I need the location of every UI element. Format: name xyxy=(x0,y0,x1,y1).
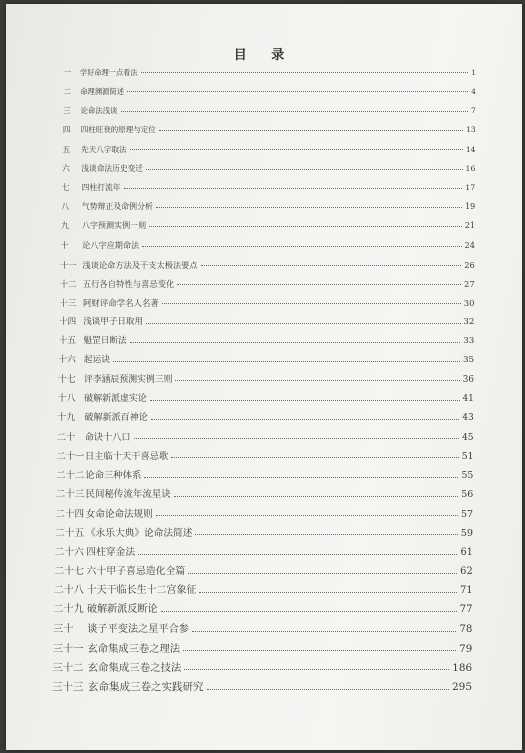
toc-entry-number: 二十三 xyxy=(55,489,85,501)
toc-entry-title: 评李涵辰预测实例三则 xyxy=(84,374,173,385)
toc-entry-number: 八 xyxy=(61,202,70,212)
toc-leader-dots xyxy=(121,111,469,112)
toc-entry-page-number: 295 xyxy=(451,681,472,693)
toc-entry-title: 气势辩正及命例分析 xyxy=(81,202,153,212)
toc-entry[interactable] xyxy=(61,222,475,230)
toc-entry-title: 学好命理一点看法 xyxy=(80,68,138,77)
document-page xyxy=(6,4,522,750)
toc-entry[interactable] xyxy=(60,299,475,307)
toc-entry-number: 二十五 xyxy=(55,527,85,539)
page-title: 目 录 xyxy=(233,48,295,63)
toc-entry-number: 二十九 xyxy=(53,604,84,616)
toc-entry-page-number: 19 xyxy=(465,202,476,212)
toc-entry-title: 玄命集成三卷之技法 xyxy=(87,661,182,674)
toc-entry-number: 二十二 xyxy=(56,470,85,482)
toc-entry-number: 六 xyxy=(62,163,70,173)
toc-entry[interactable] xyxy=(53,625,472,635)
toc-entry-number: 十五 xyxy=(58,336,77,347)
toc-entry-page-number: 26 xyxy=(464,259,475,270)
toc-leader-dots xyxy=(113,361,460,362)
toc-entry[interactable] xyxy=(59,337,475,346)
toc-entry[interactable] xyxy=(63,126,476,134)
toc-entry[interactable] xyxy=(55,548,473,558)
toc-entry-number: 三十二 xyxy=(52,661,84,674)
toc-entry[interactable] xyxy=(64,69,476,76)
toc-entry-page-number: 61 xyxy=(460,546,473,558)
toc-entry-number: 十九 xyxy=(57,412,76,423)
toc-leader-dots xyxy=(183,650,456,651)
toc-entry-title: 阿财评命学名人名著 xyxy=(83,297,159,308)
toc-leader-dots xyxy=(138,554,457,555)
toc-leader-dots xyxy=(142,246,461,247)
toc-entry[interactable] xyxy=(61,203,475,211)
toc-entry-page-number: 79 xyxy=(459,642,473,655)
toc-entry[interactable] xyxy=(57,433,474,442)
toc-entry[interactable] xyxy=(58,395,474,404)
toc-leader-dots xyxy=(201,265,462,266)
toc-entry[interactable] xyxy=(53,644,473,654)
toc-entry-title: 谈子平变法之星平合参 xyxy=(87,623,189,635)
toc-entry-page-number: 32 xyxy=(463,317,475,328)
toc-entry-page-number: 21 xyxy=(464,221,475,231)
toc-entry[interactable] xyxy=(63,107,476,114)
toc-leader-dots xyxy=(141,72,469,73)
toc-entry[interactable] xyxy=(63,146,476,154)
toc-entry-number: 七 xyxy=(61,182,70,192)
toc-entry-title: 破解新派虚实论 xyxy=(84,393,147,404)
toc-entry-page-number: 36 xyxy=(462,374,474,385)
toc-entry[interactable] xyxy=(55,510,473,520)
toc-entry-page-number: 56 xyxy=(461,489,474,501)
toc-leader-dots xyxy=(162,303,461,304)
toc-leader-dots xyxy=(134,438,459,439)
toc-entry-page-number: 30 xyxy=(463,297,475,308)
toc-entry-page-number: 57 xyxy=(460,508,474,520)
toc-leader-dots xyxy=(146,169,463,170)
toc-entry-page-number: 7 xyxy=(471,106,476,116)
toc-entry-page-number: 41 xyxy=(462,393,474,404)
toc-entry-page-number: 24 xyxy=(464,240,475,251)
toc-leader-dots xyxy=(184,669,449,670)
toc-entry-page-number: 43 xyxy=(462,412,474,423)
toc-entry[interactable] xyxy=(58,356,474,365)
toc-entry-page-number: 51 xyxy=(461,451,474,463)
toc-entry[interactable] xyxy=(54,586,473,596)
toc-entry-title: 十天干临长生十二宫象征 xyxy=(86,585,197,597)
toc-entry-page-number: 27 xyxy=(464,278,475,289)
toc-entry-number: 三十 xyxy=(53,623,74,635)
toc-leader-dots xyxy=(146,323,461,324)
toc-entry[interactable] xyxy=(64,88,476,95)
toc-leader-dots xyxy=(159,130,463,131)
toc-entry-page-number: 14 xyxy=(465,144,476,154)
toc-entry-number: 十四 xyxy=(59,317,77,328)
toc-entry-title: 起运诀 xyxy=(83,355,110,366)
toc-leader-dots xyxy=(188,573,457,574)
toc-leader-dots xyxy=(130,149,463,150)
toc-entry-number: 三十三 xyxy=(52,681,84,693)
toc-entry[interactable] xyxy=(56,490,474,499)
toc-entry-number: 四 xyxy=(62,125,71,135)
toc-entry-title: 论八字应期命法 xyxy=(82,240,140,251)
toc-entry-title: 日主临十天干喜忌歌 xyxy=(85,451,169,463)
toc-leader-dots xyxy=(127,91,468,92)
toc-entry-title: 八字预测实例一则 xyxy=(82,221,147,231)
toc-leader-dots xyxy=(151,419,459,420)
toc-entry-title: 论命三种体系 xyxy=(85,470,142,482)
toc-entry[interactable] xyxy=(55,529,473,539)
toc-entry-number: 二十七 xyxy=(54,566,84,578)
toc-entry-title: 魁罡日断法 xyxy=(83,336,127,347)
toc-entry[interactable] xyxy=(60,280,475,288)
toc-entry-title: 四柱打流年 xyxy=(81,182,121,192)
toc-leader-dots xyxy=(199,592,457,593)
toc-entry[interactable] xyxy=(54,605,473,615)
toc-entry-number: 二十一 xyxy=(56,451,85,463)
toc-leader-dots xyxy=(207,689,449,690)
toc-leader-dots xyxy=(171,457,458,458)
toc-leader-dots xyxy=(156,207,462,208)
toc-entry[interactable] xyxy=(62,165,475,173)
toc-entry-page-number: 35 xyxy=(462,355,475,366)
toc-entry-page-number: 59 xyxy=(460,527,473,539)
toc-entry-number: 二十八 xyxy=(53,585,84,597)
toc-entry-number: 五 xyxy=(62,144,71,154)
toc-entry-page-number: 55 xyxy=(461,470,474,482)
toc-entry-title: 浅谈甲子日取用 xyxy=(83,317,143,328)
toc-entry[interactable] xyxy=(52,682,472,693)
toc-entry[interactable] xyxy=(62,184,476,192)
toc-entry-page-number: 33 xyxy=(463,336,475,347)
toc-entry-number: 十一 xyxy=(60,259,77,270)
toc-entry[interactable] xyxy=(58,376,474,385)
toc-entry-number: 二十四 xyxy=(55,508,85,520)
toc-leader-dots xyxy=(130,342,461,343)
toc-entry-number: 三十一 xyxy=(52,642,84,655)
toc-entry-page-number: 71 xyxy=(459,585,473,597)
toc-entry[interactable] xyxy=(61,241,475,249)
toc-entry[interactable] xyxy=(59,318,474,327)
toc-entry-title: 论命法浅谈 xyxy=(80,106,118,116)
toc-entry-number: 二 xyxy=(63,87,71,97)
toc-entry-page-number: 16 xyxy=(465,163,476,173)
toc-entry[interactable] xyxy=(60,261,475,269)
toc-entry-title: 命诀十八口 xyxy=(84,431,131,443)
toc-entry-title: 四柱穿金法 xyxy=(86,546,136,558)
toc-leader-dots xyxy=(192,631,456,632)
toc-entry-title: 《永乐大典》论命法简述 xyxy=(86,527,193,539)
toc-entry-number: 十六 xyxy=(58,355,76,366)
toc-entry-title: 五行各自特性与喜忌变化 xyxy=(82,278,175,289)
toc-leader-dots xyxy=(161,611,457,612)
toc-entry-number: 二十六 xyxy=(54,546,84,558)
toc-entry-page-number: 45 xyxy=(461,431,474,443)
toc-entry[interactable] xyxy=(57,414,474,423)
toc-entry-number: 十二 xyxy=(59,278,77,289)
toc-entry-title: 六十甲子喜忌造化全篇 xyxy=(86,566,186,578)
toc-entry-page-number: 1 xyxy=(471,68,476,77)
toc-entry-number: 二十 xyxy=(56,431,76,443)
toc-entry[interactable] xyxy=(56,471,473,480)
toc-leader-dots xyxy=(150,400,460,401)
toc-entry-number: 十七 xyxy=(58,374,76,385)
toc-entry-number: 三 xyxy=(63,106,71,116)
toc-entry-title: 命理渊源简述 xyxy=(80,87,125,97)
toc-entry-number: 十八 xyxy=(57,393,76,404)
toc-entry-title: 浅谈命法历史变迁 xyxy=(81,163,144,173)
toc-entry-page-number: 13 xyxy=(466,125,476,135)
toc-leader-dots xyxy=(124,188,463,189)
toc-leader-dots xyxy=(144,477,458,478)
toc-entry-title: 四柱旺衰的原理与定位 xyxy=(80,125,156,135)
toc-leader-dots xyxy=(174,496,458,497)
toc-entry[interactable] xyxy=(54,567,473,577)
toc-leader-dots xyxy=(149,226,462,227)
toc-entry-number: 一 xyxy=(64,68,72,77)
toc-entry-number: 十三 xyxy=(59,297,77,308)
toc-entry-page-number: 77 xyxy=(459,604,473,616)
toc-leader-dots xyxy=(195,534,457,535)
toc-entry-page-number: 17 xyxy=(465,182,476,192)
toc-entry-number: 十 xyxy=(60,240,69,251)
toc-entry-page-number: 186 xyxy=(452,661,473,674)
toc-leader-dots xyxy=(175,380,459,381)
toc-entry-page-number: 78 xyxy=(459,623,473,635)
toc-entry-title: 女命论命法规则 xyxy=(85,508,153,520)
toc-entry-title: 玄命集成三卷之理法 xyxy=(87,642,181,655)
toc-entry-title: 浅谈论命方法及干支太极法要点 xyxy=(82,259,198,270)
toc-entry[interactable] xyxy=(57,452,474,461)
toc-entry-page-number: 62 xyxy=(460,566,473,578)
toc-entry-title: 玄命集成三卷之实践研究 xyxy=(88,681,204,693)
toc-entry-number: 九 xyxy=(61,221,70,231)
toc-leader-dots xyxy=(156,515,458,516)
toc-leader-dots xyxy=(177,284,461,285)
toc-entry-title: 民间秘传流年流星诀 xyxy=(85,489,171,501)
toc-entry-title: 破解新派百神论 xyxy=(84,412,148,423)
toc-entry[interactable] xyxy=(52,663,472,673)
toc-entry-page-number: 4 xyxy=(471,87,476,97)
toc-entry-title: 先天八字取法 xyxy=(81,144,127,154)
toc-entry-title: 破解新派反断论 xyxy=(87,604,158,616)
